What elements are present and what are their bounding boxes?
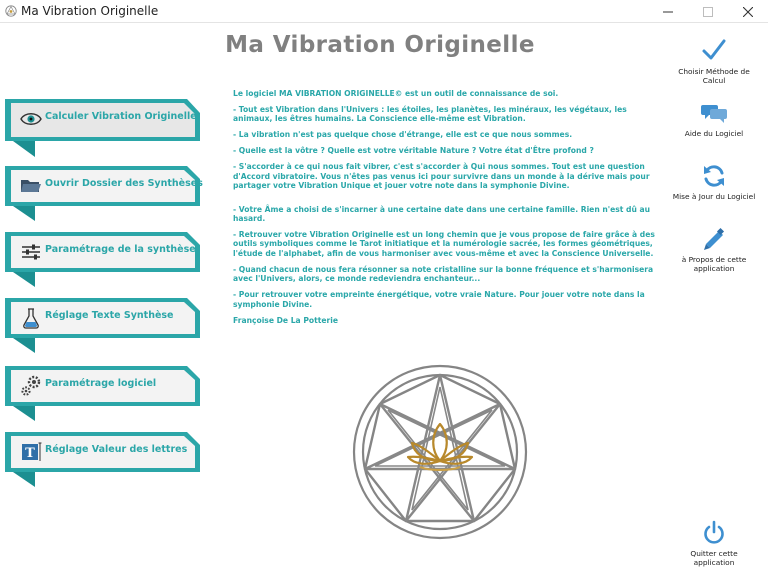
power-icon [701, 520, 727, 546]
choose-method-button[interactable] [671, 36, 757, 85]
window-title: Ma Vibration Originelle [21, 4, 159, 18]
maximize-icon [703, 7, 713, 17]
intro-paragraph: - Retrouver votre Vibration Originelle est un long chemin que je vous propose de faire grâce à des outils symboliques comme le Tarot initiatique et la numérologie sacrée, les formes géométriques, l'étude de l'alphabet, afin de vous harmoniser avec vous-même et avec la Conscience Universelle. [233, 230, 655, 258]
menu-reglage-texte[interactable] [5, 298, 201, 358]
update-button[interactable] [671, 163, 757, 201]
menu-label: Paramétrage logiciel [45, 378, 157, 389]
intro-paragraph: - La vibration n'est pas quelque chose d'étrange, elle est ce que nous sommes. [233, 130, 573, 140]
menu-calculer-vibration[interactable] [5, 99, 201, 159]
folder-icon [19, 174, 43, 198]
menu-parametrage-logiciel[interactable] [5, 366, 201, 426]
chat-bubbles-icon [700, 100, 728, 126]
intro-paragraph: - Pour retrouver votre empreinte énergétique, votre vraie Nature. Pour jouer votre note dans la symphonie Divine. [233, 290, 645, 309]
intro-text [233, 89, 657, 332]
minimize-icon [663, 7, 673, 17]
app-title: Ma Vibration Originelle [225, 32, 535, 58]
gears-icon [19, 374, 43, 398]
about-label: à Propos de cette application [681, 255, 747, 273]
intro-signature: Françoise De La Potterie [233, 315, 339, 325]
menu-parametrage-synthese[interactable] [5, 232, 201, 292]
menu-ouvrir-dossier[interactable] [5, 166, 201, 226]
choose-method-label: Choisir Méthode de Calcul [678, 67, 750, 85]
intro-paragraph: - Quelle est la vôtre ? Quelle est votre véritable Nature ? Votre état d'Être profond ? [233, 146, 594, 156]
intro-paragraph: - Tout est Vibration dans l'Univers : les étoiles, les planètes, les minéraux, les végétaux, les animaux, les êtres humains. La Conscience elle-même est Vibration. [233, 105, 627, 124]
about-button[interactable] [671, 226, 757, 273]
intro-paragraph: - Quand chacun de nous fera résonner sa note cristalline sur la bonne fréquence et s'harmonisera avec l'Univers, alors, ce monde redeviendra enchanteur... [233, 264, 654, 284]
title-bar [0, 0, 768, 23]
menu-label: Ouvrir Dossier des Synthèses [45, 178, 203, 189]
letter-t-icon [19, 440, 43, 464]
menu-reglage-valeur-lettres[interactable] [5, 432, 201, 492]
sliders-icon [19, 240, 43, 264]
app-logo-icon [5, 5, 17, 17]
svg-text:T: T [25, 446, 35, 461]
flask-icon [19, 306, 43, 330]
menu-label: Réglage Texte Synthèse [45, 310, 174, 321]
intro-paragraph: - Votre Âme a choisi de s'incarner à une certaine date dans une certaine famille. Rien n'est dû au hasard. [233, 204, 651, 224]
intro-paragraph: Le logiciel MA VIBRATION ORIGINELLE© est un outil de connaissance de soi. [233, 89, 559, 98]
minimize-button[interactable] [648, 0, 688, 23]
pencil-icon [701, 226, 727, 252]
help-button[interactable] [671, 100, 757, 138]
intro-paragraph: - S'accorder à ce qui nous fait vibrer, c'est s'accorder à Qui nous sommes. Tout est une question d'Accord vibratoire. Vous n'êtes pas venus ici pour survivre dans un monde à la dérive mais pour partager votre Vibration Unique et jouer votre note dans la symphonie Divine. [233, 162, 650, 191]
quit-button[interactable] [671, 520, 757, 567]
checkmark-icon [700, 36, 728, 64]
menu-label: Calculer Vibration Originelle [45, 111, 197, 122]
menu-label: Paramétrage de la synthèse [45, 244, 196, 255]
lotus-heptagram-emblem [350, 340, 530, 565]
maximize-button[interactable] [688, 0, 728, 23]
help-label: Aide du Logiciel [684, 129, 744, 138]
close-button[interactable] [728, 0, 768, 23]
menu-label: Réglage Valeur des lettres [45, 444, 188, 455]
quit-label: Quitter cette application [690, 549, 738, 567]
eye-icon [19, 107, 43, 131]
close-icon [743, 7, 753, 17]
update-label: Mise à Jour du Logiciel [672, 192, 756, 201]
refresh-icon [701, 163, 727, 189]
